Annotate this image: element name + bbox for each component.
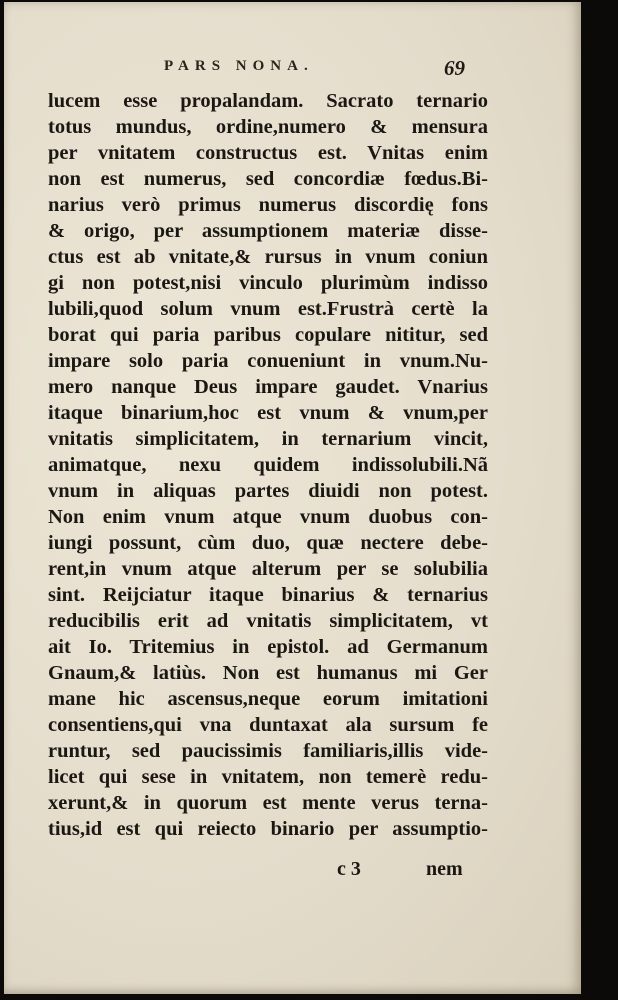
text-line: totus mundus, ordine,numero & mensura xyxy=(48,116,488,138)
running-head-title: PARS NONA. xyxy=(164,58,314,74)
text-line: vnum in aliquas partes diuidi non potest. xyxy=(48,480,488,502)
text-line: animatque, nexu quidem indissolubili.Nã xyxy=(48,454,488,476)
text-line: lubili,quod solum vnum est.Frustrà certè la xyxy=(48,298,488,320)
text-line: reducibilis erit ad vnitatis simplicitatem, vt xyxy=(48,610,488,632)
text-line: xerunt,& in quorum est mente verus terna- xyxy=(48,792,488,814)
text-line: gi non potest,nisi vinculo plurimùm indisso xyxy=(48,272,488,294)
body-text xyxy=(48,88,488,842)
text-line: impare solo paria conueniunt in vnum.Nu- xyxy=(48,350,488,372)
text-line: ctus est ab vnitate,& rursus in vnum coniun xyxy=(48,246,488,268)
text-line: rent,in vnum atque alterum per se solubilia xyxy=(48,558,488,580)
text-line: Non enim vnum atque vnum duobus con- xyxy=(48,506,488,528)
text-line: ait Io. Tritemius in epistol. ad Germanum xyxy=(48,636,488,658)
text-line: iungi possunt, cùm duo, quæ nectere debe- xyxy=(48,532,488,554)
text-line: mane hic ascensus,neque eorum imitationi xyxy=(48,688,488,710)
page-number: 69 xyxy=(444,56,465,80)
text-line: & origo, per assumptionem materiæ disse- xyxy=(48,220,488,242)
text-line: vnitatis simplicitatem, in ternarium vincit, xyxy=(48,428,488,450)
running-head xyxy=(4,58,581,82)
text-line: itaque binarium,hoc est vnum & vnum,per xyxy=(48,402,488,424)
text-line: licet qui sese in vnitatem, non temerè redu- xyxy=(48,766,488,788)
text-line: runtur, sed paucissimis familiaris,illis vide- xyxy=(48,740,488,762)
catchword: nem xyxy=(426,858,463,880)
text-line: borat qui paria paribus copulare nititur, sed xyxy=(48,324,488,346)
text-line: per vnitatem constructus est. Vnitas enim xyxy=(48,142,488,164)
text-line: sint. Reijciatur itaque binarius & ternarius xyxy=(48,584,488,606)
text-line: mero nanque Deus impare gaudet. Vnarius xyxy=(48,376,488,398)
text-line: lucem esse propalandam. Sacrato ternario xyxy=(48,90,488,112)
signature-mark: c 3 xyxy=(337,858,361,880)
text-line: narius verò primus numerus discordię fons xyxy=(48,194,488,216)
text-line: tius,id est qui reiecto binario per assumptio- xyxy=(48,818,488,840)
text-line: consentiens,qui vna duntaxat ala sursum fe xyxy=(48,714,488,736)
book-page xyxy=(4,2,581,994)
page-footer xyxy=(4,858,581,884)
text-line: Gnaum,& latiùs. Non est humanus mi Ger xyxy=(48,662,488,684)
text-line: non est numerus, sed concordiæ fœdus.Bi- xyxy=(48,168,488,190)
